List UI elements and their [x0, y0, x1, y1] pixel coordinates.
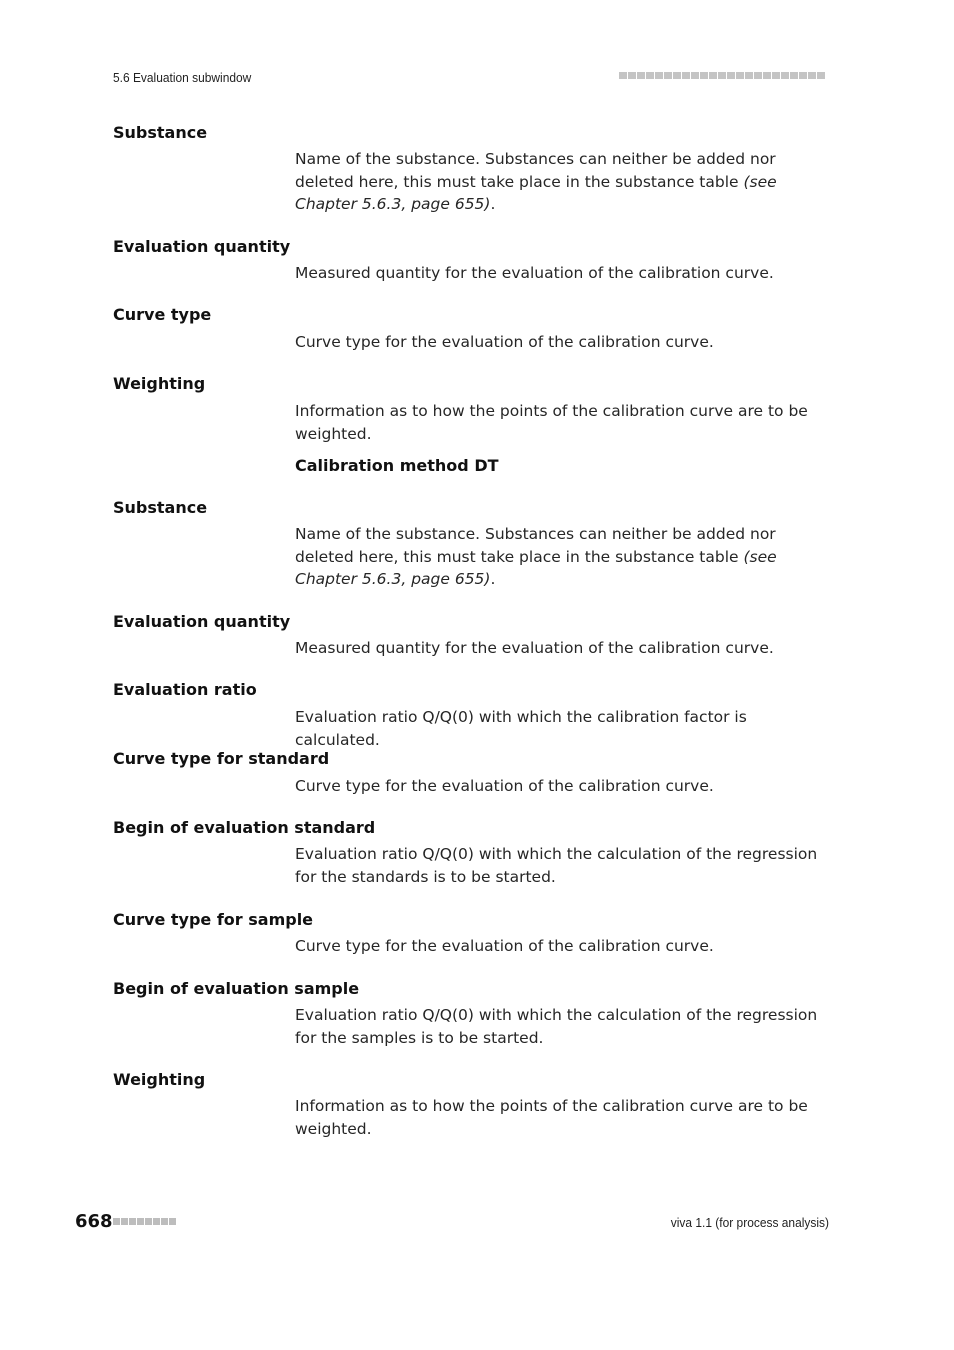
- entry-title: Begin of evaluation standard: [113, 818, 376, 837]
- entry-title: Weighting: [113, 374, 206, 393]
- entry-title: Evaluation ratio: [113, 680, 257, 699]
- product-name: viva 1.1 (for process analysis): [670, 1215, 829, 1230]
- footer-decoration: [113, 1218, 176, 1225]
- entry-title: Evaluation quantity: [113, 237, 291, 256]
- entry-title: Curve type for sample: [113, 910, 314, 929]
- entry-description: Name of the substance. Substances can neither be added nor deleted here, this must take place in the substance table (see Chapter 5.6.3, page 655).: [295, 525, 777, 589]
- chapter-reference[interactable]: (see Chapter 5.6.3, page 655): [295, 172, 777, 214]
- entry-title: Curve type: [113, 305, 212, 324]
- entry-title: Curve type for standard: [113, 749, 330, 768]
- entry-title: Begin of evaluation sample: [113, 979, 360, 998]
- entry-description: Name of the substance. Substances can neither be added nor deleted here, this must take place in the substance table (see Chapter 5.6.3, page 655).: [295, 150, 777, 214]
- entry-description: Curve type for the evaluation of the calibration curve.: [295, 333, 714, 351]
- entry-description: Evaluation ratio Q/Q(0) with which the calculation of the regression for the samples is to be started.: [295, 1006, 818, 1047]
- entry-title: Weighting: [113, 1070, 206, 1089]
- entry-description: Information as to how the points of the calibration curve are to be weighted.: [295, 402, 808, 443]
- chapter-reference[interactable]: (see Chapter 5.6.3, page 655): [295, 547, 777, 589]
- entry-title: Evaluation quantity: [113, 612, 291, 631]
- entry-description: Measured quantity for the evaluation of the calibration curve.: [295, 639, 774, 657]
- entry-description: Measured quantity for the evaluation of the calibration curve.: [295, 264, 774, 282]
- entry-title: Substance: [113, 498, 208, 517]
- header-decoration: [619, 72, 825, 79]
- entry-description: Information as to how the points of the calibration curve are to be weighted.: [295, 1097, 808, 1138]
- entry-title: Substance: [113, 123, 208, 142]
- page-number: 668: [75, 1211, 113, 1232]
- entry-description: Curve type for the evaluation of the calibration curve.: [295, 777, 714, 795]
- entry-description: Curve type for the evaluation of the calibration curve.: [295, 937, 714, 955]
- section-title: 5.6 Evaluation subwindow: [113, 70, 252, 85]
- entry-description: Evaluation ratio Q/Q(0) with which the calculation of the regression for the standards is to be started.: [295, 845, 818, 886]
- section-subheading: Calibration method DT: [295, 456, 499, 475]
- entry-description: Evaluation ratio Q/Q(0) with which the calibration factor is calculated.: [295, 708, 747, 749]
